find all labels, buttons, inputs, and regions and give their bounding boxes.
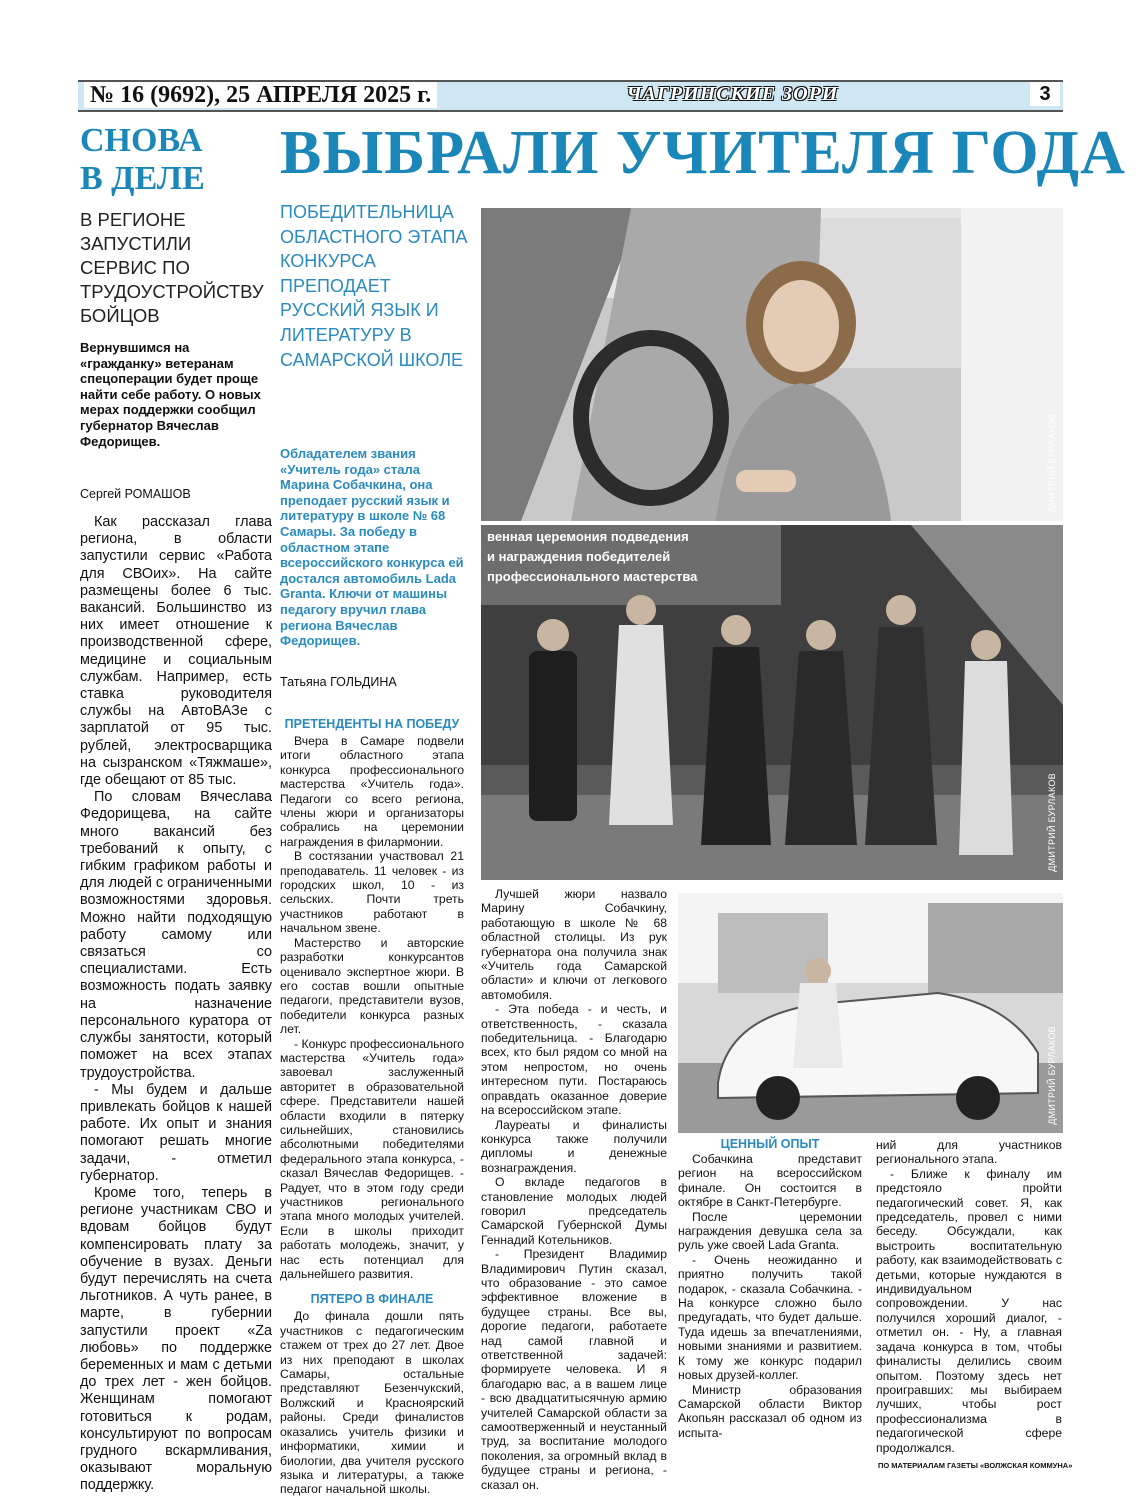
car-interior-illustration bbox=[481, 208, 1063, 521]
column-3-body bbox=[678, 1152, 862, 1440]
article-paragraph: ний для участников регионального этапа. bbox=[876, 1138, 1062, 1167]
article-paragraph: Собачкина представит регион на всероссийском финале. Он состоится в октябре в Санкт-Петербурге. bbox=[678, 1152, 862, 1210]
ceremony-banner bbox=[481, 525, 703, 589]
sidebar-author: Сергей РОМАШОВ bbox=[80, 487, 191, 501]
article-paragraph: До финала дошли пять участников с педагогическим стажем от трех до 27 лет. Двое из них преподают в школах Самары, остальные представляют Безенчукский, Волжский и Красноярский районы. Среди финалистов оказались учитель физики и информатики, химии и биологии, два учителя русского языка и литературы, а также педагог начальной школы. bbox=[280, 1309, 464, 1497]
section-heading-finalists: ПЯТЕРО В ФИНАЛЕ bbox=[310, 1292, 434, 1307]
photo2-credit: ДМИТРИЙ БУРЛАКОВ bbox=[1047, 773, 1057, 872]
article-paragraph: - Президент Владимир Владимирович Путин сказал, что образование - это самое эффективное вложение в будущее страны. Все вы, дорогие педагоги, работаете над самой главной и ответственной задачей: формируете человека. И я благодарю вас, а в вашем лице - всю двадцатитысячную армию учителей Самарской области за самоотверженный и неустанный труд, за воспитание молодого поколения, за огромный вклад в будущее страны и региона, - сказал он. bbox=[481, 1247, 667, 1492]
issue-date: № 16 (9692), 25 АПРЕЛЯ 2025 г. bbox=[84, 82, 437, 108]
sidebar-title-line1: СНОВА bbox=[80, 122, 203, 159]
article-column-3 bbox=[678, 1136, 862, 1440]
sidebar-title bbox=[80, 122, 260, 198]
column-1-body bbox=[280, 734, 464, 1281]
article-column-2 bbox=[481, 887, 667, 1492]
article-paragraph: После церемонии награждения девушка села за руль уже своей Lada Granta. bbox=[678, 1209, 862, 1253]
article-paragraph: - Конкурс профессионального мастерства «Учитель года» завоевал заслуженный авторитет в образовательной сфере. Представители нашей области входили в пятерку сильнейших, становились абсолютными победителями федерального этапа конкурса, - сказал Вячеслав Федорищев. - Радует, что в этом году среди участников регионального этапа много молодых учителей. Если в школы приходит работать молодежь, значит, у нас есть потенциал для дальнейшего развития. bbox=[280, 1036, 464, 1282]
sidebar-paragraph: - Мы будем и дальше привлекать бойцов к нашей работе. Их опыт и знания помогают решать многие задачи, - отметил губернатор. bbox=[80, 1081, 272, 1184]
article-paragraph: Лучшей жюри назвало Марину Собачкину, работающую в школе № 68 областной столицы. Из рук губернатора она получила знак «Учитель года Самарской области» и ключи от легкового автомобиля. bbox=[481, 887, 667, 1002]
sidebar-title-line2: В ДЕЛЕ bbox=[80, 160, 205, 197]
section-heading-contenders: ПРЕТЕНДЕНТЫ НА ПОБЕДУ bbox=[284, 717, 460, 731]
sidebar-body bbox=[80, 514, 272, 1495]
photo-award-ceremony bbox=[481, 525, 1063, 880]
article-column-1 bbox=[280, 716, 464, 1497]
sidebar-paragraph: Как рассказал глава региона, в области запустили сервис «Работа для СВОих». На сайте размещены более 6 тыс. вакансий. Большинство из них имеет отношение к производственной сфере, медицине и социальным службам. Например, есть ставка руководителя службы на АвтоВАЗе с зарплатой от 95 тыс. рублей, электросварщика на сызранском «Тяжмаше», где обещают от 85 тыс. bbox=[80, 514, 272, 789]
article-paragraph: Лауреаты и финалисты конкурса также получили дипломы и денежные вознаграждения. bbox=[481, 1117, 667, 1175]
photo-teacher-in-car bbox=[481, 208, 1063, 521]
article-paragraph: Вчера в Самаре подвели итоги областного этапа конкурса профессионального мастерства «Учитель года». Педагоги со всего региона, члены жюри и организаторы собрались на церемонии награждения в филармонии. bbox=[280, 734, 464, 849]
banner-line: венная церемония подведения bbox=[487, 529, 689, 544]
article-paragraph: В состязании участвовал 21 преподаватель. 11 человек - из городских школ, 10 - из сельских. Почти треть участников работают в начальном звене. bbox=[280, 849, 464, 936]
article-intro: Обладателем звания «Учитель года» стала Марина Собачкина, она преподает русский язык и литературу в школе № 68 Самары. За победу в областном этапе всероссийского конкурса ей достался автомобиль Lada Granta. Ключи от машины педагогу вручил глава региона Вячеслав Федорищев. bbox=[280, 446, 464, 649]
source-note: ПО МАТЕРИАЛАМ ГАЗЕТЫ «ВОЛЖСКАЯ КОММУНА» bbox=[878, 1461, 1073, 1470]
article-paragraph: - Очень неожиданно и приятно получить такой подарок, - сказала Собачкина. - На конкурсе сложно было предугадать, что будет дальше. Туда идешь за впечатлениями, новыми знаниями и развитием. К тому же конкурс подарил новых друзей-коллег. bbox=[678, 1252, 862, 1383]
photo-teacher-with-car bbox=[678, 893, 1063, 1133]
article-paragraph: - Эта победа - и честь, и ответственность, - сказала победительница. - Благодарю всех, кто был рядом со мной на этом непростом, но очень интересном пути. Постараюсь оправдать оказанное доверие на всероссийском этапе. bbox=[481, 1002, 667, 1118]
article-column-4 bbox=[876, 1138, 1062, 1455]
photo3-credit: ДМИТРИЙ БУРЛАКОВ bbox=[1047, 1026, 1057, 1125]
article-paragraph: О вкладе педагогов в становление молодых людей говорил председатель Самарской Губернской Думы Геннадий Котельников. bbox=[481, 1175, 667, 1247]
article-title: ВЫБРАЛИ УЧИТЕЛЯ ГОДА bbox=[280, 119, 1126, 187]
article-subtitle: ПОБЕДИТЕЛЬНИЦА ОБЛАСТНОГО ЭТАПА КОНКУРСА ПРЕПОДАЕТ РУССКИЙ ЯЗЫК И ЛИТЕРАТУРУ В САМАРСКОЙ ШКОЛЕ bbox=[280, 202, 468, 370]
banner-line: и награждения победителей bbox=[487, 549, 671, 564]
sidebar-paragraph: По словам Вячеслава Федорищева, на сайте много вакансий без требований к опыту, с гибким графиком работы и для людей с ограниченными возможностями здоровья. Можно найти подходящую работу самому или связаться со специалистами. Есть возможность подать заявку на назначение персонального куратора от службы занятости, который поможет на всех этапах трудоустройства. bbox=[80, 789, 273, 1081]
column-1-body-2 bbox=[280, 1309, 464, 1496]
article-paragraph: - Ближе к финалу им предстояло пройти педагогический совет. Я, как председатель, провел с ними беседу. Обсуждали, как выстроить воспитательную работу, как взаимодействовать с детьми, которые нуждаются в индивидуальном сопровождении. У нас получился хороший диалог, - отметил он. - Ну, а главная задача конкурса в том, чтобы финалисты делились своим опытом. Поэтому здесь нет проигравших: мы выбираем лучших, чтобы рост профессионализма в педагогической сфере продолжался. bbox=[876, 1166, 1062, 1455]
sidebar-intro: Вернувшимся на «гражданку» ветеранам спецоперации будет проще найти себе работу. О новых мерах поддержки сообщил губернатор Вячеслав Федорищев. bbox=[80, 340, 261, 449]
article-paragraph: Министр образования Самарской области Виктор Акопьян рассказал об одном из испыта- bbox=[678, 1382, 862, 1440]
section-heading-experience: ЦЕННЫЙ ОПЫТ bbox=[720, 1137, 820, 1151]
article-author: Татьяна ГОЛЬДИНА bbox=[280, 675, 397, 689]
article-paragraph: Мастерство и авторские разработки конкурсантов оценивало экспертное жюри. В его состав вошли опытные педагоги, представители вузов, победители конкурса разных лет. bbox=[280, 935, 464, 1037]
sidebar-paragraph: Кроме того, теперь в регионе участникам СВО и вдовам бойцов будут компенсировать плату за обучение в вузах. Деньги будут перечислять на счета льготников. А чуть ранее, в марте, в губернии запустили проект «Zа любовь» по поддержке беременных и мам с детьми до трех лет - жен бойцов. Женщинам помогают готовиться к родам, консультируют по вопросам грудного вскармливания, оказывают моральную поддержку. bbox=[80, 1184, 272, 1494]
sidebar-lead: В РЕГИОНЕ ЗАПУСТИЛИ СЕРВИС ПО ТРУДОУСТРОЙСТВУ БОЙЦОВ bbox=[80, 209, 264, 326]
car-outdoor-illustration bbox=[678, 893, 1063, 1133]
banner-line: профессионального мастерства bbox=[487, 569, 698, 584]
photo1-credit: ДМИТРИЙ БУРЛАКОВ bbox=[1047, 414, 1057, 513]
page-number: 3 bbox=[1030, 82, 1060, 106]
newspaper-logo: ЧАГРИНСКИЕ ЗОРИ bbox=[626, 83, 839, 105]
